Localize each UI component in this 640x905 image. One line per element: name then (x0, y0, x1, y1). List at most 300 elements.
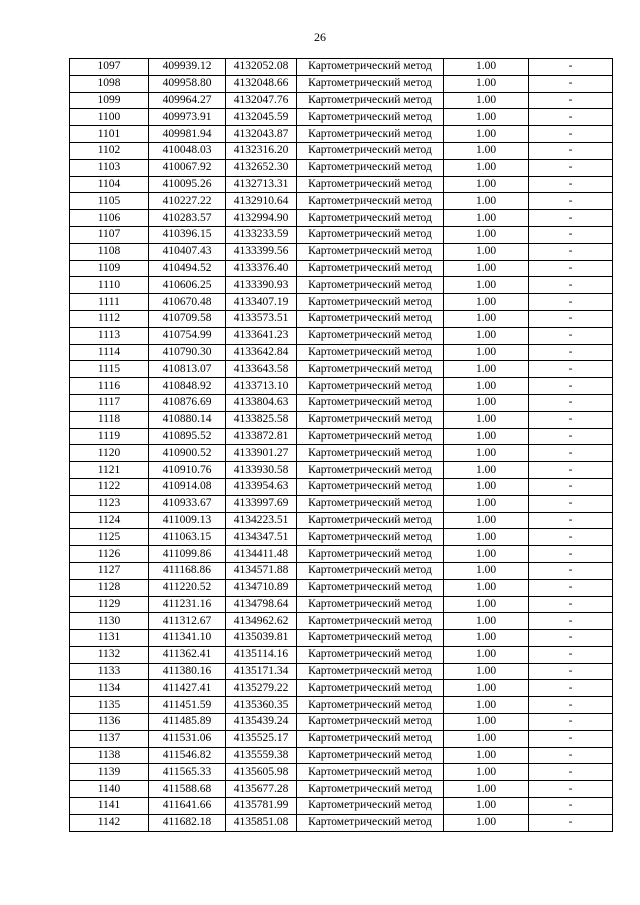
accuracy-cell: 1.00 (444, 747, 529, 764)
table-row (70, 630, 613, 647)
x-coordinate-cell: 410790.30 (149, 344, 226, 361)
point-number-cell: 1097 (70, 59, 149, 76)
table-row (70, 260, 613, 277)
coordinates-table (69, 58, 613, 832)
description-cell: - (529, 764, 613, 781)
accuracy-cell: 1.00 (444, 361, 529, 378)
point-number-cell: 1116 (70, 378, 149, 395)
table-row (70, 764, 613, 781)
method-cell: Картометрический метод (297, 59, 444, 76)
point-number-cell: 1130 (70, 613, 149, 630)
y-coordinate-cell: 4132048.66 (226, 75, 297, 92)
method-cell: Картометрический метод (297, 798, 444, 815)
method-cell: Картометрический метод (297, 277, 444, 294)
description-cell: - (529, 663, 613, 680)
table-row (70, 596, 613, 613)
point-number-cell: 1127 (70, 562, 149, 579)
table-row (70, 512, 613, 529)
y-coordinate-cell: 4135039.81 (226, 630, 297, 647)
y-coordinate-cell: 4134798.64 (226, 596, 297, 613)
description-cell: - (529, 394, 613, 411)
table-row (70, 226, 613, 243)
description-cell: - (529, 310, 613, 327)
point-number-cell: 1138 (70, 747, 149, 764)
method-cell: Картометрический метод (297, 344, 444, 361)
point-number-cell: 1124 (70, 512, 149, 529)
method-cell: Картометрический метод (297, 193, 444, 210)
y-coordinate-cell: 4133233.59 (226, 226, 297, 243)
x-coordinate-cell: 410396.15 (149, 226, 226, 243)
description-cell: - (529, 445, 613, 462)
method-cell: Картометрический метод (297, 159, 444, 176)
description-cell: - (529, 260, 613, 277)
table-row (70, 193, 613, 210)
method-cell: Картометрический метод (297, 176, 444, 193)
method-cell: Картометрический метод (297, 327, 444, 344)
accuracy-cell: 1.00 (444, 210, 529, 227)
table-row (70, 798, 613, 815)
x-coordinate-cell: 411099.86 (149, 546, 226, 563)
accuracy-cell: 1.00 (444, 781, 529, 798)
accuracy-cell: 1.00 (444, 294, 529, 311)
y-coordinate-cell: 4135851.08 (226, 814, 297, 831)
table-row (70, 294, 613, 311)
description-cell: - (529, 75, 613, 92)
method-cell: Картометрический метод (297, 714, 444, 731)
x-coordinate-cell: 410880.14 (149, 411, 226, 428)
x-coordinate-cell: 411565.33 (149, 764, 226, 781)
y-coordinate-cell: 4134710.89 (226, 579, 297, 596)
description-cell: - (529, 478, 613, 495)
y-coordinate-cell: 4133641.23 (226, 327, 297, 344)
description-cell: - (529, 462, 613, 479)
description-cell: - (529, 646, 613, 663)
point-number-cell: 1117 (70, 394, 149, 411)
accuracy-cell: 1.00 (444, 764, 529, 781)
accuracy-cell: 1.00 (444, 277, 529, 294)
x-coordinate-cell: 410407.43 (149, 243, 226, 260)
x-coordinate-cell: 409981.94 (149, 126, 226, 143)
table-row (70, 529, 613, 546)
accuracy-cell: 1.00 (444, 378, 529, 395)
method-cell: Картометрический метод (297, 361, 444, 378)
x-coordinate-cell: 411588.68 (149, 781, 226, 798)
point-number-cell: 1137 (70, 730, 149, 747)
description-cell: - (529, 59, 613, 76)
point-number-cell: 1125 (70, 529, 149, 546)
x-coordinate-cell: 411168.86 (149, 562, 226, 579)
accuracy-cell: 1.00 (444, 546, 529, 563)
accuracy-cell: 1.00 (444, 579, 529, 596)
table-row (70, 310, 613, 327)
y-coordinate-cell: 4133573.51 (226, 310, 297, 327)
description-cell: - (529, 176, 613, 193)
point-number-cell: 1140 (70, 781, 149, 798)
method-cell: Картометрический метод (297, 142, 444, 159)
x-coordinate-cell: 410848.92 (149, 378, 226, 395)
table-row (70, 646, 613, 663)
point-number-cell: 1108 (70, 243, 149, 260)
accuracy-cell: 1.00 (444, 445, 529, 462)
point-number-cell: 1132 (70, 646, 149, 663)
method-cell: Картометрический метод (297, 680, 444, 697)
method-cell: Картометрический метод (297, 411, 444, 428)
table-row (70, 176, 613, 193)
description-cell: - (529, 126, 613, 143)
accuracy-cell: 1.00 (444, 92, 529, 109)
point-number-cell: 1111 (70, 294, 149, 311)
accuracy-cell: 1.00 (444, 663, 529, 680)
method-cell: Картометрический метод (297, 730, 444, 747)
x-coordinate-cell: 411641.66 (149, 798, 226, 815)
x-coordinate-cell: 410933.67 (149, 495, 226, 512)
y-coordinate-cell: 4132316.20 (226, 142, 297, 159)
accuracy-cell: 1.00 (444, 798, 529, 815)
description-cell: - (529, 428, 613, 445)
accuracy-cell: 1.00 (444, 411, 529, 428)
method-cell: Картометрический метод (297, 394, 444, 411)
point-number-cell: 1142 (70, 814, 149, 831)
x-coordinate-cell: 410754.99 (149, 327, 226, 344)
x-coordinate-cell: 410283.57 (149, 210, 226, 227)
method-cell: Картометрический метод (297, 243, 444, 260)
table-row (70, 159, 613, 176)
accuracy-cell: 1.00 (444, 327, 529, 344)
description-cell: - (529, 277, 613, 294)
point-number-cell: 1104 (70, 176, 149, 193)
table-row (70, 361, 613, 378)
point-number-cell: 1115 (70, 361, 149, 378)
accuracy-cell: 1.00 (444, 142, 529, 159)
x-coordinate-cell: 411682.18 (149, 814, 226, 831)
method-cell: Картометрический метод (297, 126, 444, 143)
table-row (70, 462, 613, 479)
y-coordinate-cell: 4135439.24 (226, 714, 297, 731)
method-cell: Картометрический метод (297, 663, 444, 680)
table-row (70, 613, 613, 630)
point-number-cell: 1106 (70, 210, 149, 227)
x-coordinate-cell: 410494.52 (149, 260, 226, 277)
table-row (70, 428, 613, 445)
table-row (70, 546, 613, 563)
point-number-cell: 1110 (70, 277, 149, 294)
table-row (70, 75, 613, 92)
table-row (70, 579, 613, 596)
accuracy-cell: 1.00 (444, 613, 529, 630)
table-row (70, 126, 613, 143)
table-row (70, 394, 613, 411)
method-cell: Картометрический метод (297, 478, 444, 495)
y-coordinate-cell: 4132713.31 (226, 176, 297, 193)
description-cell: - (529, 781, 613, 798)
method-cell: Картометрический метод (297, 764, 444, 781)
description-cell: - (529, 226, 613, 243)
accuracy-cell: 1.00 (444, 814, 529, 831)
point-number-cell: 1101 (70, 126, 149, 143)
method-cell: Картометрический метод (297, 697, 444, 714)
table-row (70, 680, 613, 697)
point-number-cell: 1131 (70, 630, 149, 647)
table-row (70, 478, 613, 495)
point-number-cell: 1103 (70, 159, 149, 176)
y-coordinate-cell: 4133407.19 (226, 294, 297, 311)
accuracy-cell: 1.00 (444, 462, 529, 479)
description-cell: - (529, 327, 613, 344)
point-number-cell: 1102 (70, 142, 149, 159)
table-row (70, 697, 613, 714)
method-cell: Картометрический метод (297, 226, 444, 243)
x-coordinate-cell: 410813.07 (149, 361, 226, 378)
method-cell: Картометрический метод (297, 428, 444, 445)
table-row (70, 714, 613, 731)
accuracy-cell: 1.00 (444, 344, 529, 361)
point-number-cell: 1113 (70, 327, 149, 344)
accuracy-cell: 1.00 (444, 310, 529, 327)
accuracy-cell: 1.00 (444, 59, 529, 76)
method-cell: Картометрический метод (297, 613, 444, 630)
table-row (70, 344, 613, 361)
accuracy-cell: 1.00 (444, 176, 529, 193)
accuracy-cell: 1.00 (444, 646, 529, 663)
y-coordinate-cell: 4135114.16 (226, 646, 297, 663)
accuracy-cell: 1.00 (444, 697, 529, 714)
x-coordinate-cell: 411341.10 (149, 630, 226, 647)
method-cell: Картометрический метод (297, 495, 444, 512)
point-number-cell: 1121 (70, 462, 149, 479)
accuracy-cell: 1.00 (444, 680, 529, 697)
method-cell: Картометрический метод (297, 747, 444, 764)
method-cell: Картометрический метод (297, 512, 444, 529)
point-number-cell: 1126 (70, 546, 149, 563)
x-coordinate-cell: 411362.41 (149, 646, 226, 663)
y-coordinate-cell: 4133642.84 (226, 344, 297, 361)
accuracy-cell: 1.00 (444, 562, 529, 579)
accuracy-cell: 1.00 (444, 512, 529, 529)
description-cell: - (529, 109, 613, 126)
point-number-cell: 1118 (70, 411, 149, 428)
table-row (70, 210, 613, 227)
description-cell: - (529, 210, 613, 227)
table-row (70, 495, 613, 512)
table-row (70, 378, 613, 395)
y-coordinate-cell: 4133643.58 (226, 361, 297, 378)
x-coordinate-cell: 411531.06 (149, 730, 226, 747)
x-coordinate-cell: 410876.69 (149, 394, 226, 411)
point-number-cell: 1129 (70, 596, 149, 613)
point-number-cell: 1098 (70, 75, 149, 92)
x-coordinate-cell: 411009.13 (149, 512, 226, 529)
y-coordinate-cell: 4133872.81 (226, 428, 297, 445)
description-cell: - (529, 193, 613, 210)
x-coordinate-cell: 409958.80 (149, 75, 226, 92)
x-coordinate-cell: 411231.16 (149, 596, 226, 613)
description-cell: - (529, 92, 613, 109)
y-coordinate-cell: 4133901.27 (226, 445, 297, 462)
point-number-cell: 1139 (70, 764, 149, 781)
accuracy-cell: 1.00 (444, 428, 529, 445)
x-coordinate-cell: 410670.48 (149, 294, 226, 311)
description-cell: - (529, 546, 613, 563)
x-coordinate-cell: 410606.25 (149, 277, 226, 294)
method-cell: Картометрический метод (297, 646, 444, 663)
y-coordinate-cell: 4132047.76 (226, 92, 297, 109)
description-cell: - (529, 512, 613, 529)
y-coordinate-cell: 4132052.08 (226, 59, 297, 76)
y-coordinate-cell: 4133804.63 (226, 394, 297, 411)
description-cell: - (529, 294, 613, 311)
description-cell: - (529, 411, 613, 428)
table-row (70, 243, 613, 260)
accuracy-cell: 1.00 (444, 75, 529, 92)
accuracy-cell: 1.00 (444, 243, 529, 260)
description-cell: - (529, 344, 613, 361)
method-cell: Картометрический метод (297, 781, 444, 798)
coordinates-table-body (70, 59, 613, 832)
y-coordinate-cell: 4135360.35 (226, 697, 297, 714)
y-coordinate-cell: 4133997.69 (226, 495, 297, 512)
table-row (70, 562, 613, 579)
method-cell: Картометрический метод (297, 260, 444, 277)
x-coordinate-cell: 410900.52 (149, 445, 226, 462)
method-cell: Картометрический метод (297, 445, 444, 462)
point-number-cell: 1109 (70, 260, 149, 277)
description-cell: - (529, 596, 613, 613)
point-number-cell: 1112 (70, 310, 149, 327)
y-coordinate-cell: 4135677.28 (226, 781, 297, 798)
y-coordinate-cell: 4132910.64 (226, 193, 297, 210)
accuracy-cell: 1.00 (444, 630, 529, 647)
point-number-cell: 1120 (70, 445, 149, 462)
accuracy-cell: 1.00 (444, 394, 529, 411)
table-row (70, 277, 613, 294)
x-coordinate-cell: 411312.67 (149, 613, 226, 630)
point-number-cell: 1135 (70, 697, 149, 714)
accuracy-cell: 1.00 (444, 159, 529, 176)
accuracy-cell: 1.00 (444, 193, 529, 210)
x-coordinate-cell: 410095.26 (149, 176, 226, 193)
description-cell: - (529, 798, 613, 815)
point-number-cell: 1099 (70, 92, 149, 109)
x-coordinate-cell: 409964.27 (149, 92, 226, 109)
description-cell: - (529, 730, 613, 747)
y-coordinate-cell: 4135559.38 (226, 747, 297, 764)
accuracy-cell: 1.00 (444, 126, 529, 143)
accuracy-cell: 1.00 (444, 478, 529, 495)
accuracy-cell: 1.00 (444, 109, 529, 126)
method-cell: Картометрический метод (297, 462, 444, 479)
x-coordinate-cell: 411546.82 (149, 747, 226, 764)
point-number-cell: 1122 (70, 478, 149, 495)
x-coordinate-cell: 409939.12 (149, 59, 226, 76)
y-coordinate-cell: 4135605.98 (226, 764, 297, 781)
point-number-cell: 1123 (70, 495, 149, 512)
y-coordinate-cell: 4134411.48 (226, 546, 297, 563)
point-number-cell: 1134 (70, 680, 149, 697)
accuracy-cell: 1.00 (444, 596, 529, 613)
description-cell: - (529, 529, 613, 546)
x-coordinate-cell: 410067.92 (149, 159, 226, 176)
accuracy-cell: 1.00 (444, 529, 529, 546)
y-coordinate-cell: 4135171.34 (226, 663, 297, 680)
method-cell: Картометрический метод (297, 210, 444, 227)
point-number-cell: 1141 (70, 798, 149, 815)
x-coordinate-cell: 410227.22 (149, 193, 226, 210)
accuracy-cell: 1.00 (444, 730, 529, 747)
table-row (70, 730, 613, 747)
method-cell: Картометрический метод (297, 546, 444, 563)
point-number-cell: 1119 (70, 428, 149, 445)
y-coordinate-cell: 4132994.90 (226, 210, 297, 227)
y-coordinate-cell: 4133930.58 (226, 462, 297, 479)
point-number-cell: 1136 (70, 714, 149, 731)
description-cell: - (529, 814, 613, 831)
method-cell: Картометрический метод (297, 294, 444, 311)
point-number-cell: 1128 (70, 579, 149, 596)
accuracy-cell: 1.00 (444, 714, 529, 731)
table-row (70, 781, 613, 798)
table-row (70, 814, 613, 831)
description-cell: - (529, 562, 613, 579)
table-row (70, 142, 613, 159)
y-coordinate-cell: 4132043.87 (226, 126, 297, 143)
point-number-cell: 1100 (70, 109, 149, 126)
method-cell: Картометрический метод (297, 814, 444, 831)
description-cell: - (529, 714, 613, 731)
x-coordinate-cell: 410048.03 (149, 142, 226, 159)
table-row (70, 109, 613, 126)
y-coordinate-cell: 4134571.88 (226, 562, 297, 579)
table-row (70, 747, 613, 764)
y-coordinate-cell: 4134962.62 (226, 613, 297, 630)
method-cell: Картометрический метод (297, 630, 444, 647)
method-cell: Картометрический метод (297, 562, 444, 579)
point-number-cell: 1114 (70, 344, 149, 361)
method-cell: Картометрический метод (297, 109, 444, 126)
y-coordinate-cell: 4135279.22 (226, 680, 297, 697)
description-cell: - (529, 579, 613, 596)
description-cell: - (529, 747, 613, 764)
x-coordinate-cell: 410914.08 (149, 478, 226, 495)
description-cell: - (529, 361, 613, 378)
table-row (70, 663, 613, 680)
description-cell: - (529, 630, 613, 647)
method-cell: Картометрический метод (297, 310, 444, 327)
description-cell: - (529, 243, 613, 260)
point-number-cell: 1105 (70, 193, 149, 210)
description-cell: - (529, 159, 613, 176)
table-row (70, 59, 613, 76)
table-row (70, 327, 613, 344)
y-coordinate-cell: 4133390.93 (226, 277, 297, 294)
method-cell: Картометрический метод (297, 529, 444, 546)
table-row (70, 411, 613, 428)
method-cell: Картометрический метод (297, 75, 444, 92)
description-cell: - (529, 680, 613, 697)
page-number: 26 (314, 30, 326, 44)
y-coordinate-cell: 4133399.56 (226, 243, 297, 260)
table-row (70, 92, 613, 109)
y-coordinate-cell: 4133954.63 (226, 478, 297, 495)
method-cell: Картометрический метод (297, 596, 444, 613)
x-coordinate-cell: 410895.52 (149, 428, 226, 445)
y-coordinate-cell: 4133825.58 (226, 411, 297, 428)
accuracy-cell: 1.00 (444, 495, 529, 512)
description-cell: - (529, 613, 613, 630)
table-row (70, 445, 613, 462)
y-coordinate-cell: 4135781.99 (226, 798, 297, 815)
point-number-cell: 1107 (70, 226, 149, 243)
x-coordinate-cell: 411427.41 (149, 680, 226, 697)
